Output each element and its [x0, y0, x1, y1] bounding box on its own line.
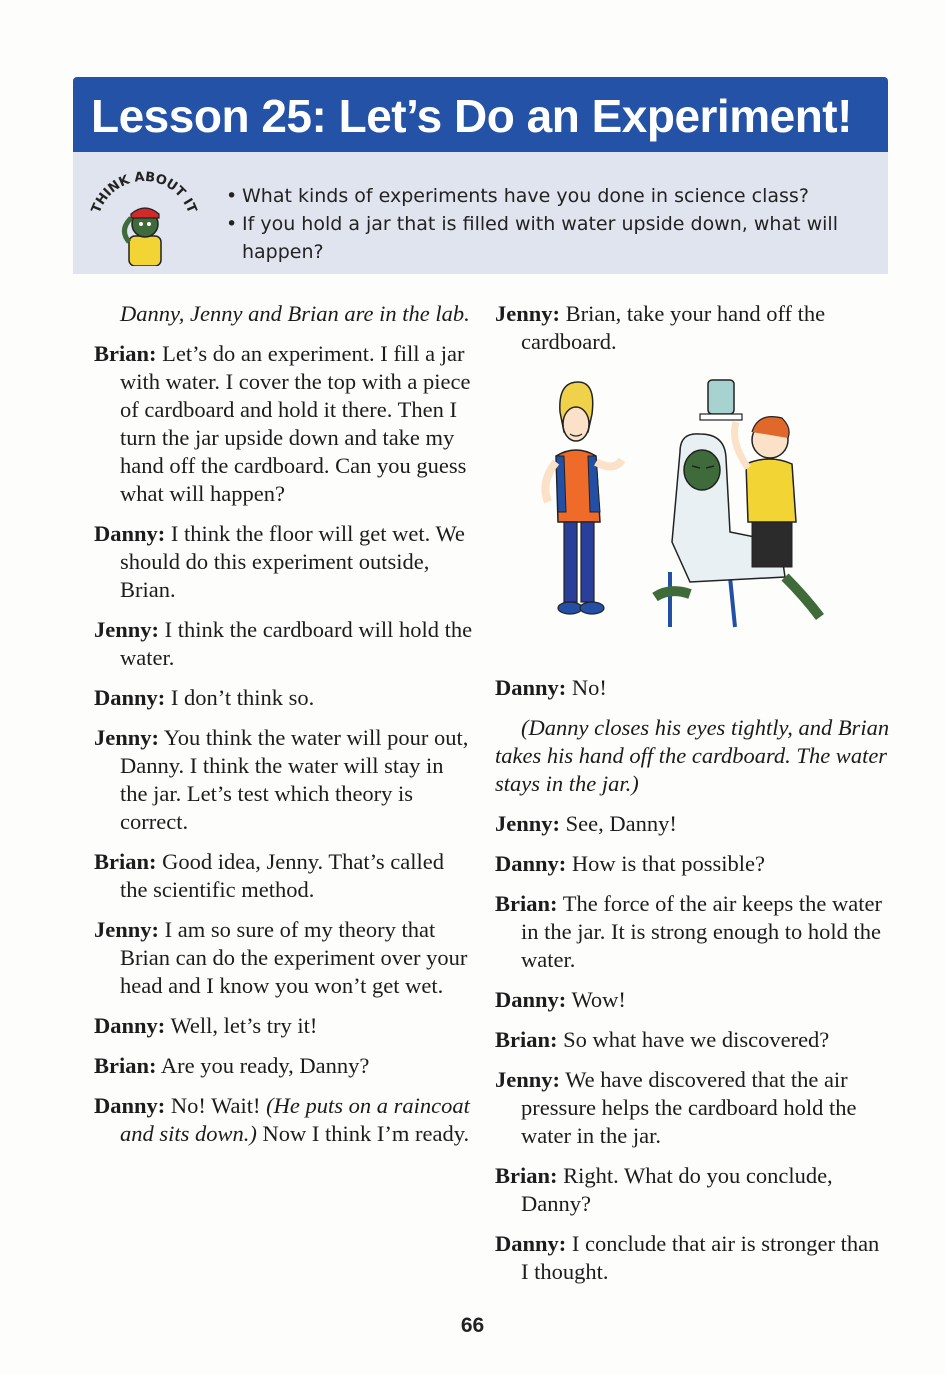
- dialogue-line: [495, 890, 890, 974]
- line-text: No! Wait!: [170, 1093, 261, 1118]
- experiment-illustration: [530, 372, 850, 637]
- speaker-name: Danny:: [495, 675, 567, 700]
- speaker-name: Jenny:: [495, 301, 561, 326]
- line-text: I think the floor will get wet. We should do this experiment outside, Brian.: [120, 521, 465, 602]
- line-text: Let’s do an experiment. I fill a jar with water. I cover the top with a piece of cardboard and hold it there. Then I turn the jar upside down and take my hand off the cardboard. Can you guess what will happen?: [120, 341, 471, 506]
- line-text: See, Danny!: [565, 811, 677, 836]
- speaker-name: Jenny:: [94, 917, 160, 942]
- dialogue-line: [94, 848, 474, 904]
- speaker-name: Brian:: [495, 1027, 558, 1052]
- line-text-after: Now I think I’m ready.: [262, 1121, 470, 1146]
- stage-direction: Danny, Jenny and Brian are in the lab.: [120, 301, 470, 326]
- speaker-name: Danny:: [94, 685, 166, 710]
- dialogue-line: [495, 810, 890, 838]
- speaker-name: Jenny:: [94, 617, 160, 642]
- dialogue-line: [94, 1012, 474, 1040]
- lesson-title-bar: [73, 77, 888, 152]
- page-number: 66: [460, 1314, 485, 1337]
- speaker-name: Brian:: [495, 1163, 558, 1188]
- speaker-name: Brian:: [94, 849, 157, 874]
- turtle-in-raincoat-figure: [655, 434, 820, 627]
- question-item: • What kinds of experiments have you done in science class?: [226, 182, 876, 210]
- dialogue-line: [94, 520, 474, 604]
- dialogue-left-column: [94, 300, 474, 1160]
- speaker-name: Brian:: [495, 891, 558, 916]
- thinking-turtle-icon: [124, 208, 161, 266]
- line-text: Wow!: [571, 987, 626, 1012]
- dialogue-line: [495, 300, 890, 356]
- line-text: How is that possible?: [571, 851, 766, 876]
- line-text: Brian, take your hand off the cardboard.: [521, 301, 826, 354]
- dialogue-line: [495, 674, 890, 702]
- speaker-name: Danny:: [495, 851, 567, 876]
- speaker-name: Danny:: [94, 1013, 166, 1038]
- question-item: • If you hold a jar that is filled with water upside down, what will happen?: [226, 210, 876, 266]
- dialogue-line: [94, 340, 474, 508]
- speaker-name: Jenny:: [495, 811, 561, 836]
- stage-direction: (Danny closes his eyes tightly, and Brian takes his hand off the cardboard. The water stays in the jar.): [495, 715, 890, 796]
- dialogue-line: [495, 1230, 890, 1286]
- speaker-name: Jenny:: [495, 1067, 561, 1092]
- dialogue-line: [495, 1066, 890, 1150]
- speaker-name: Danny:: [94, 1093, 166, 1118]
- dialogue-line: [495, 850, 890, 878]
- dialogue-line: [94, 916, 474, 1000]
- line-text: No!: [571, 675, 607, 700]
- dialogue-line: [495, 1162, 890, 1218]
- think-about-it-logo: [79, 166, 209, 266]
- line-text: Well, let’s try it!: [170, 1013, 318, 1038]
- line-text: You think the water will pour out, Danny. I think the water will stay in the jar. Let’s test which theory is correct.: [120, 725, 469, 834]
- speaker-name: Danny:: [495, 1231, 567, 1256]
- think-logo-text: THINK ABOUT IT: [88, 169, 200, 216]
- line-text: I think the cardboard will hold the water.: [120, 617, 473, 670]
- speaker-name: Brian:: [94, 1053, 157, 1078]
- line-text: I don’t think so.: [170, 685, 315, 710]
- line-text: I conclude that air is stronger than I thought.: [521, 1231, 880, 1284]
- line-text: I am so sure of my theory that Brian can do the experiment over your head and I know you won’t get wet.: [120, 917, 468, 998]
- dialogue-line: [94, 1052, 474, 1080]
- speaker-name: Danny:: [94, 521, 166, 546]
- think-about-it-box: [73, 152, 888, 274]
- line-text: Right. What do you conclude, Danny?: [521, 1163, 833, 1216]
- speaker-name: Danny:: [495, 987, 567, 1012]
- inline-stage-direction: (He puts on a raincoat and sits down.): [120, 1093, 470, 1146]
- water-jar-icon: [708, 380, 734, 414]
- line-text: Are you ready, Danny?: [160, 1053, 370, 1078]
- girl-figure: [545, 382, 622, 614]
- speaker-name: Brian:: [94, 341, 157, 366]
- line-text: The force of the air keeps the water in the jar. It is strong enough to hold the water.: [521, 891, 882, 972]
- lesson-title: Lesson 25: Let’s Do an Experiment!: [91, 90, 852, 142]
- dialogue-line: [94, 616, 474, 672]
- line-text: So what have we discovered?: [563, 1027, 830, 1052]
- speaker-name: Jenny:: [94, 725, 160, 750]
- think-about-it-questions: [226, 182, 876, 266]
- line-text: We have discovered that the air pressure helps the cardboard hold the water in the jar.: [521, 1067, 857, 1148]
- dialogue-line: [94, 724, 474, 836]
- dialogue-line: [495, 1026, 890, 1054]
- line-text: Good idea, Jenny. That’s called the scientific method.: [120, 849, 444, 902]
- dialogue-line: [495, 986, 890, 1014]
- dialogue-line: [94, 684, 474, 712]
- dialogue-line: [94, 1092, 474, 1148]
